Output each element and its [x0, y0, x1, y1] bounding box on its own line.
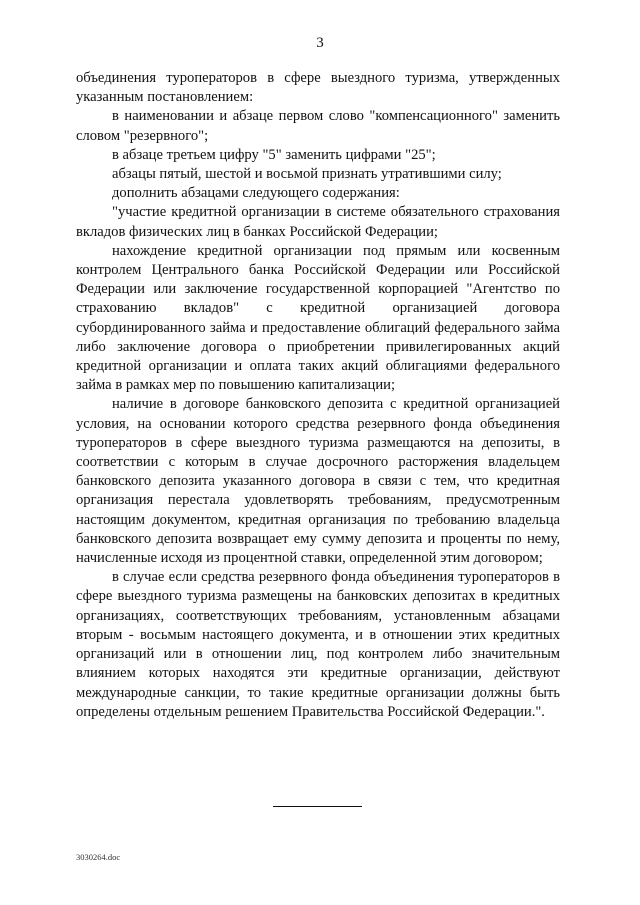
page-number: 3: [316, 35, 324, 51]
paragraph: "участие кредитной организации в системе обязательного страхования вкладов физических лиц в банках Российской Федерации;: [76, 204, 560, 240]
document-body: [76, 69, 560, 722]
paragraph: нахождение кредитной организации под прямым или косвенным контролем Центрального банка Российской Федерации или Российской Федерации или заключение государственной корпорацией "Агентство по страхованию вкладов" с кредитной организацией договора субординированного займа и предоставление облигаций федерального займа либо заключение договора о приобретении привилегированных акций кредитной организации и оплата таких акций облигациями федерального займа в рамках мер по повышению капитализации;: [76, 242, 560, 394]
paragraph: в наименовании и абзаце первом слово "компенсационного" заменить словом "резервного";: [76, 108, 560, 144]
paragraph: в случае если средства резервного фонда объединения туроператоров в сфере выездного туризма размещены на банковских депозитах в кредитных организациях, соответствующих требованиям, установленным абзацами вторым - восьмым настоящего документа, и в отношении этих кредитных организаций или в отношении лиц, под контролем либо значительным влиянием которых находятся эти кредитные организации, действуют международные санкции, то такие кредитные организации должны быть определены отдельным решением Правительства Российской Федерации.".: [76, 569, 560, 720]
paragraph: абзацы пятый, шестой и восьмой признать утратившими силу;: [112, 166, 502, 183]
paragraph: наличие в договоре банковского депозита с кредитной организацией условия, на основании которого средства резервного фонда объединения туроператоров в сфере выездного туризма размещаются на депозиты, в соответствии с которым в случае досрочного расторжения владельцем банковского депозита указанного договора в связи с тем, что кредитная организация перестала удовлетворять требованиям, предусмотренным настоящим документом, кредитная организация по требованию владельца банковского депозита возвращает ему сумму депозита и проценты по нему, начисленные исходя из процентной ставки, определенной этим договором;: [76, 396, 560, 567]
document-file-code: 3030264.doc: [76, 852, 121, 862]
paragraph: объединения туроператоров в сфере выездного туризма, утвержденных указанным постановлением:: [76, 70, 560, 106]
paragraph: дополнить абзацами следующего содержания:: [112, 185, 400, 202]
closing-rule: [273, 806, 362, 807]
paragraph: в абзаце третьем цифру "5" заменить цифрами "25";: [112, 146, 436, 163]
